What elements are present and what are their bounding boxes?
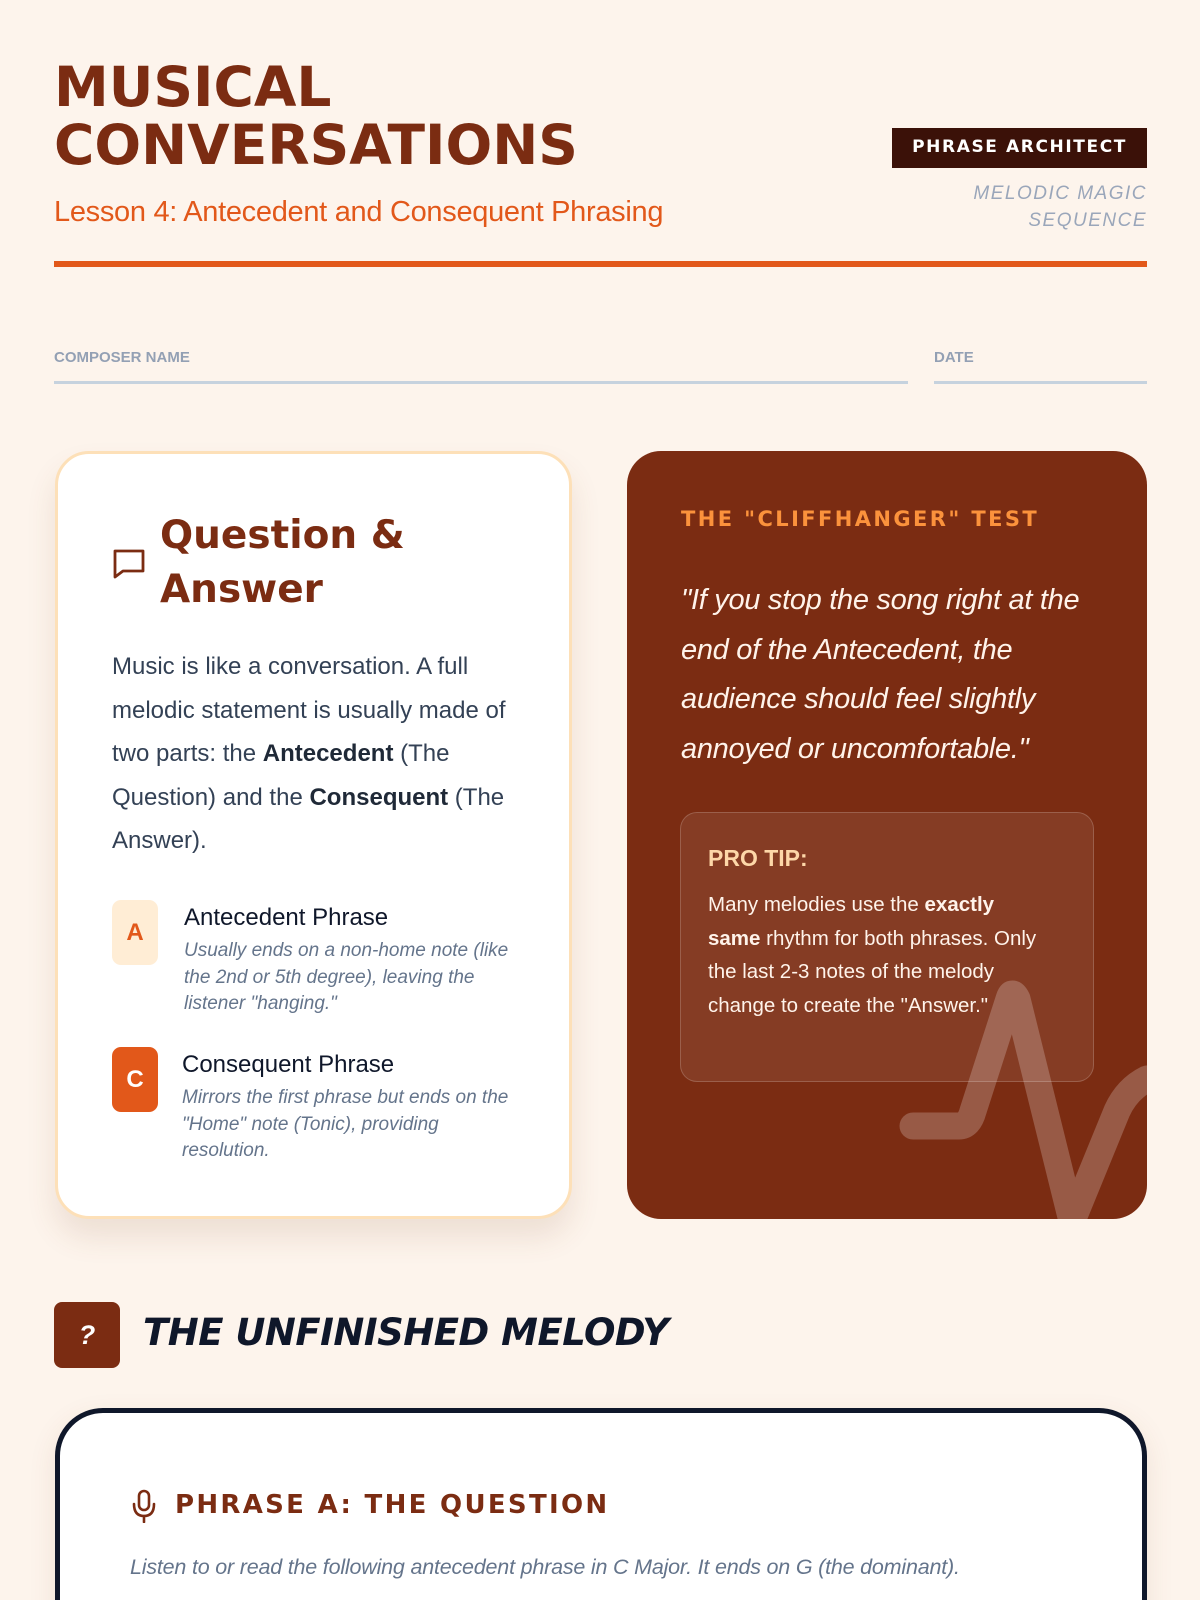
question-answer-body [112,645,532,863]
unfinished-melody-title: THE UNFINISHED MELODY [143,1311,669,1354]
composer-name-label: COMPOSER NAME [54,349,190,366]
phrase-a-card [55,1408,1147,1600]
antecedent-letter-badge: A [112,900,158,965]
question-mark-icon: ? [54,1302,120,1368]
chat-bubble-icon [112,547,146,581]
pro-tip-bold: exactly same [708,893,995,950]
pro-tip-box [680,812,1094,1082]
page-title-line2: CONVERSATIONS [54,113,578,177]
date-label: DATE [934,349,974,366]
phrase-a-description: Listen to or read the following antecedent phrase in C Major. It ends on G (the dominant). [130,1555,960,1579]
qa-body-text-1: Music is like a conversation. A full melodic statement is usually made of two parts: the [112,653,506,767]
pro-tip-text-2: rhythm for both phrases. Only the last 2-3 notes of the melody change to create the "Answer." [708,926,1037,1017]
antecedent-phrase-item [112,900,532,1030]
qa-title-line2: Answer [160,567,323,612]
consequent-letter-badge: C [112,1047,158,1112]
cliffhanger-quote: "If you stop the song right at the end of the Antecedent, the audience should feel slightly annoyed or uncomfortable." [681,584,1080,765]
qa-body-text-3: (The Answer). [112,783,505,854]
pro-tip-text-1: Many melodies use the [708,893,925,916]
microphone-icon [130,1489,158,1523]
qa-body-consequent: Consequent [309,783,449,811]
cliffhanger-test-label: THE "CLIFFHANGER" TEST [681,507,1040,531]
pro-tip-label: PRO TIP: [708,845,808,871]
phrase-architect-badge: PHRASE ARCHITECT [892,128,1147,168]
qa-title-line1: Question & [160,513,405,558]
cliffhanger-card [627,451,1147,1219]
phrase-a-title: PHRASE A: THE QUESTION [175,1490,610,1520]
badge-subtitle-line2: SEQUENCE [1028,210,1147,231]
badge-subtitle [927,180,1147,234]
date-field[interactable] [934,349,1147,384]
question-answer-title [160,509,460,617]
page-header [54,55,1147,231]
header-divider [54,261,1147,267]
composer-name-field[interactable] [54,349,908,384]
consequent-phrase-name: Consequent Phrase [182,1051,395,1078]
question-answer-card [55,451,572,1219]
page-title-line1: MUSICAL [54,55,332,119]
antecedent-phrase-desc: Usually ends on a non-home note (like the 2nd or 5th degree), leaving the listener "hanging." [184,940,509,1014]
consequent-phrase-desc: Mirrors the first phrase but ends on the "Home" note (Tonic), providing resolution. [182,1087,509,1161]
consequent-phrase-item [112,1047,532,1177]
qa-body-text-2: (The Question) and the [112,740,450,811]
pro-tip-text [708,888,1038,1022]
qa-body-antecedent: Antecedent [262,740,394,767]
page-title [54,55,754,177]
lesson-subtitle: Lesson 4: Antecedent and Consequent Phrasing [54,196,664,228]
badge-subtitle-line1: MELODIC MAGIC [973,183,1147,204]
antecedent-phrase-name: Antecedent Phrase [184,904,389,931]
